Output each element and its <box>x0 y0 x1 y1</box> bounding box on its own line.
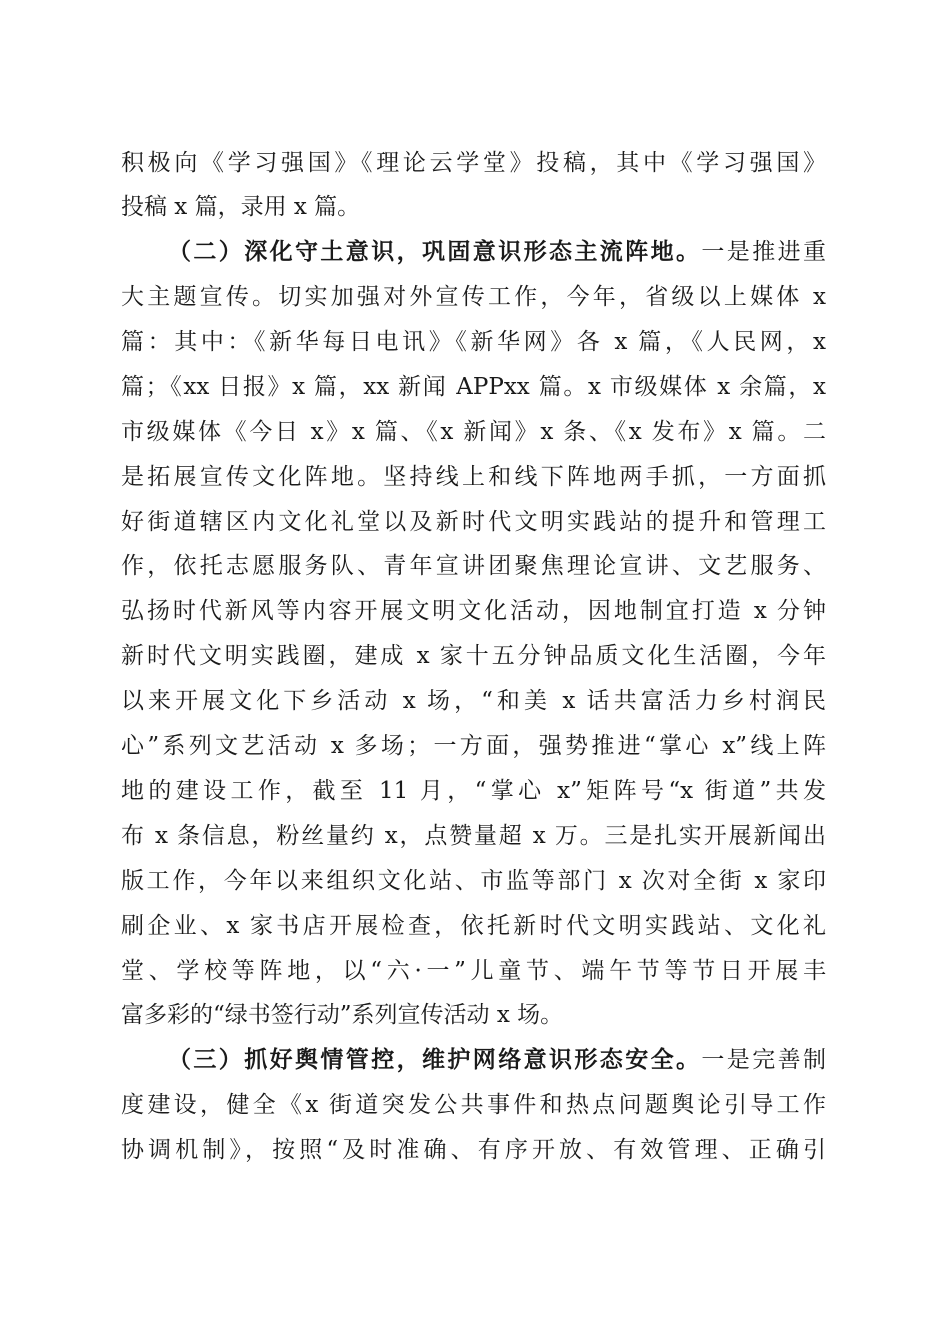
section-heading-line <box>168 232 826 272</box>
body-text-line: 积极向《学习强国》《理论云学堂》投稿，其中《学习强国》 <box>121 150 826 176</box>
body-text-line: 堂、学校等阵地，以“六·一”儿童节、端午节等节日开展丰 <box>121 958 826 984</box>
body-text-line: 布 x 条信息，粉丝量约 x，点赞量超 x 万。三是扎实开展新闻出 <box>121 823 826 849</box>
body-text-line: 度建设，健全《x 街道突发公共事件和热点问题舆论引导工作 <box>121 1092 826 1118</box>
body-text-line: 篇；《xx 日报》x 篇，xx 新闻 APPxx 篇。x 市级媒体 x 余篇，x <box>121 374 826 400</box>
body-text-line: 弘扬时代新风等内容开展文明文化活动，因地制宜打造 x 分钟 <box>121 598 826 624</box>
body-text-line: 篇：其中：《新华每日电讯》《新华网》各 x 篇，《人民网，x <box>121 329 826 355</box>
body-text-line: 以来开展文化下乡活动 x 场，“和美 x 话共富活力乡村润民 <box>121 688 826 714</box>
body-text-line: 好街道辖区内文化礼堂以及新时代文明实践站的提升和管理工 <box>121 509 826 535</box>
body-text-line: 大主题宣传。切实加强对外宣传工作，今年，省级以上媒体 x <box>121 284 826 310</box>
body-text-line: 作，依托志愿服务队、青年宣讲团聚焦理论宣讲、文艺服务、 <box>121 553 826 579</box>
section-heading-line <box>168 1040 826 1080</box>
body-text-line: 版工作，今年以来组织文化站、市监等部门 x 次对全街 x 家印 <box>121 868 826 894</box>
body-text-line: 富多彩的“绿书签行动”系列宣传活动 x 场。 <box>121 1002 564 1028</box>
body-text-line: 市级媒体《今日 x》x 篇、《x 新闻》x 条、《x 发布》x 篇。二 <box>121 419 826 445</box>
body-text-line: 协调机制》，按照“及时准确、有序开放、有效管理、正确引 <box>121 1137 826 1163</box>
body-text-line: 新时代文明实践圈，建成 x 家十五分钟品质文化生活圈，今年 <box>121 643 826 669</box>
body-text-line: 是拓展宣传文化阵地。坚持线上和线下阵地两手抓，一方面抓 <box>121 464 826 490</box>
body-text-line: 心”系列文艺活动 x 多场；一方面，强势推进“掌心 x”线上阵 <box>121 733 826 759</box>
body-text: 一是完善制 <box>701 1047 827 1073</box>
body-text: 一是推进重 <box>701 239 827 265</box>
body-text-line: 地的建设工作，截至 11 月，“掌心 x”矩阵号“x 街道”共发 <box>121 778 826 804</box>
body-text-line: 投稿 x 篇，录用 x 篇。 <box>121 194 361 220</box>
section-heading: （二）深化守土意识，巩固意识形态主流阵地。 <box>168 238 702 265</box>
body-text-line: 刷企业、x 家书店开展检查，依托新时代文明实践站、文化礼 <box>121 913 826 939</box>
section-heading: （三）抓好舆情管控，维护网络意识形态安全。 <box>168 1046 702 1073</box>
